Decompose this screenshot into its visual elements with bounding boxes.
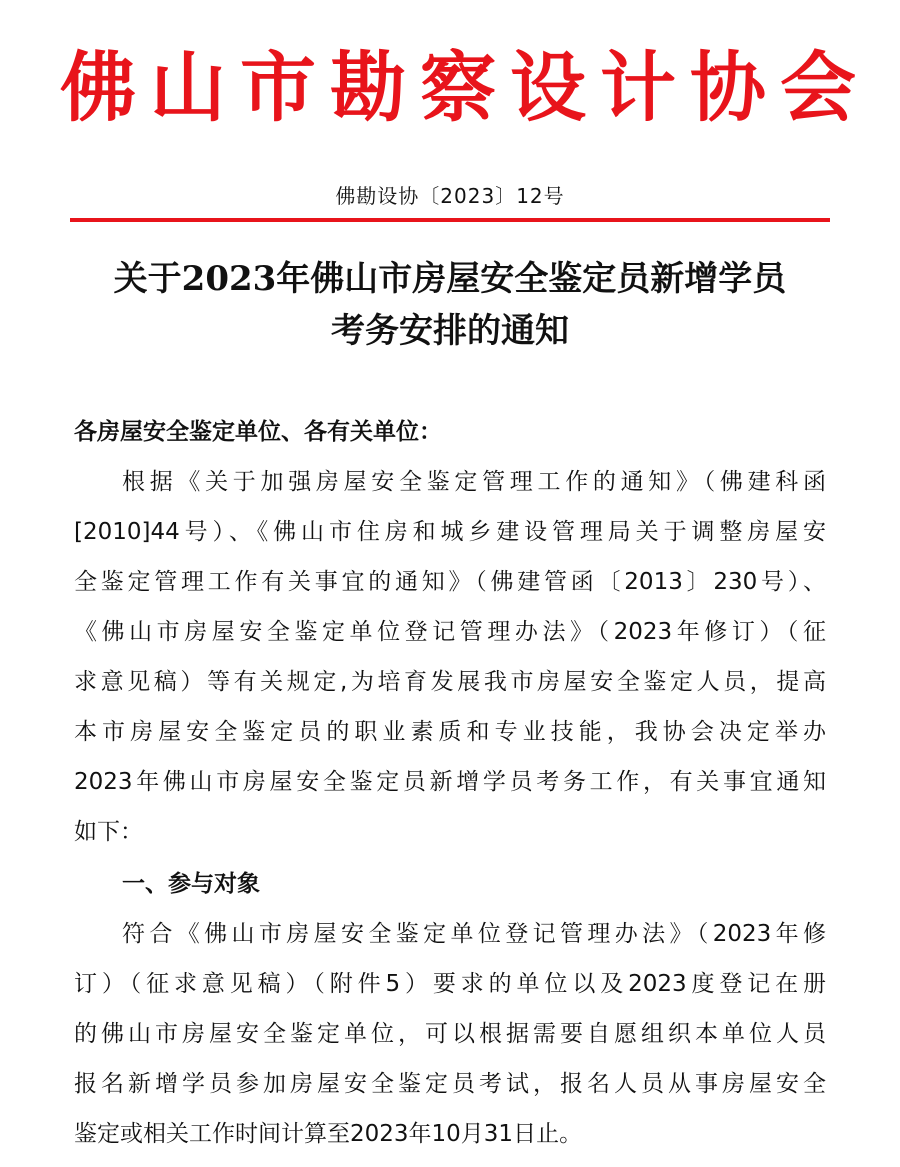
paragraph-1-line: 《佛山市房屋安全鉴定单位登记管理办法》（2023年修订）（征 xyxy=(74,619,826,645)
paragraph-1-line: [2010]44号）、《佛山市住房和城乡建设管理局关于调整房屋安 xyxy=(74,519,826,545)
paragraph-1-line: 2023年佛山市房屋安全鉴定员新增学员考务工作，有关事宜通知 xyxy=(74,769,826,795)
notice-title-line-2: 考务安排的通知 xyxy=(331,311,569,351)
paragraph-2-line: 鉴定或相关工作时间计算至2023年10月31日止。 xyxy=(74,1121,583,1147)
org-letterhead: 佛山市勘察设计协会 xyxy=(60,43,870,132)
paragraph-2-line: 的佛山市房屋安全鉴定单位，可以根据需要自愿组织本单位人员 xyxy=(74,1021,826,1047)
paragraph-1-line: 根据《关于加强房屋安全鉴定管理工作的通知》（佛建科函 xyxy=(122,469,826,495)
paragraph-1-line: 如下： xyxy=(74,819,143,845)
paragraph-2-line: 报名新增学员参加房屋安全鉴定员考试，报名人员从事房屋安全 xyxy=(74,1071,826,1097)
notice-title-line-1: 关于2023年佛山市房屋安全鉴定员新增学员 xyxy=(113,259,787,299)
red-divider-line xyxy=(70,218,830,222)
paragraph-1-line: 本市房屋安全鉴定员的职业素质和专业技能，我协会决定举办 xyxy=(74,719,826,745)
paragraph-1-line: 全鉴定管理工作有关事宜的通知》（佛建管函〔2013〕230号）、 xyxy=(74,569,826,595)
paragraph-2-line: 订）（征求意见稿）（附件5）要求的单位以及2023度登记在册 xyxy=(74,971,826,997)
document-number: 佛勘设协〔2023〕12号 xyxy=(335,184,565,208)
paragraph-1-line: 求意见稿）等有关规定,为培育发展我市房屋安全鉴定人员，提高 xyxy=(74,669,826,695)
salutation: 各房屋安全鉴定单位、各有关单位： xyxy=(74,419,442,445)
section-1-heading: 一、参与对象 xyxy=(122,871,260,897)
paragraph-2-line: 符合《佛山市房屋安全鉴定单位登记管理办法》（2023年修 xyxy=(122,921,826,947)
